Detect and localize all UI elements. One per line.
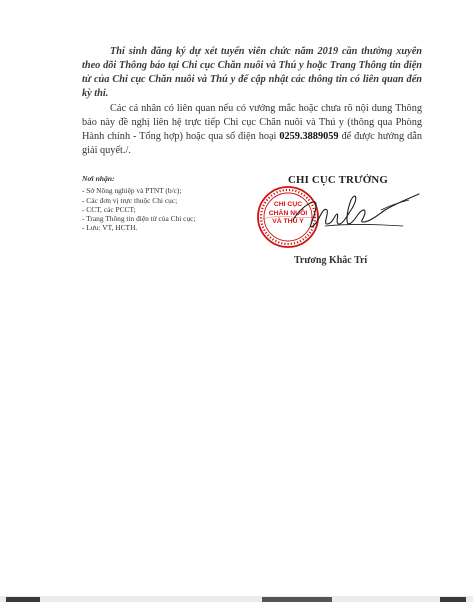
recipient-item: - Sở Nông nghiệp và PTNT (b/c); <box>82 186 182 196</box>
bottom-edge-segment <box>440 597 466 602</box>
bottom-edge-bar <box>0 596 473 602</box>
notice-paragraph-2-text: Các cá nhân có liên quan nếu có vướng mắc hoặc chưa rõ nội dung Thông báo này đề nghị liên hệ trực tiếp Chi cục Chăn nuôi và Thú y (thông qua Phòng Hành chính - Tổng hợp) hoặc qua số điện hoại <box>82 103 422 142</box>
bottom-edge-segment <box>6 597 40 602</box>
signer-title: CHI CỤC TRƯỞNG <box>288 174 388 186</box>
handwritten-signature <box>285 180 425 254</box>
notice-paragraph-2-tail: để được hướng dẫn giải quyết./. <box>82 131 422 156</box>
seal-line: VÀ THÚ Y <box>272 218 304 226</box>
notice-paragraph-2 <box>82 102 422 158</box>
contact-phone: 0259.3889059 <box>279 131 339 142</box>
recipients-block <box>82 174 196 233</box>
seal-line: CHĂN NUÔI <box>268 209 308 217</box>
notice-paragraph-1: Thí sinh đăng ký dự xét tuyển viên chức năm 2019 cần thường xuyên theo dõi Thông báo tại Chi cục Chăn nuôi và Thú y hoặc Trang Thông tin điện tử của Chi cục Chăn nuôi và Thú y để cập nhật các thông tin có liên quan đến kỳ thi. <box>82 46 422 99</box>
recipient-item: - Lưu: VT, HCTH. <box>82 223 138 233</box>
recipient-item: - Trang Thông tin điện tử của Chi cục; <box>82 214 196 224</box>
recipient-item: - CCT, các PCCT; <box>82 204 136 214</box>
seal-line: CHI CỤC <box>273 201 303 208</box>
signer-name: Trương Khắc Trí <box>294 255 368 266</box>
recipients-title: Nơi nhận: <box>82 174 115 183</box>
recipient-item: - Các đơn vị trực thuộc Chi cục; <box>82 195 178 205</box>
bottom-edge-segment <box>262 597 332 602</box>
